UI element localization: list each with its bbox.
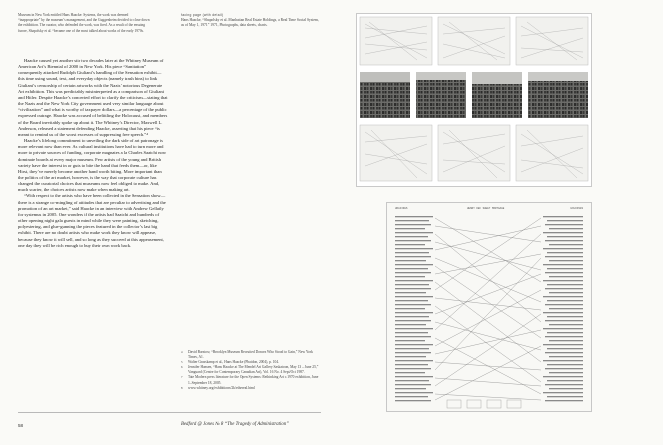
footnote: 5 Walter Grasskamp et al., Hans Haacke (Phaidon, 2004), p. 104. (181, 360, 280, 365)
running-title: Bedford @ Jones № 8 “The Tragedy of Administration” (181, 422, 289, 427)
sheet-header-left: HOLDINGS (395, 207, 408, 210)
data-sheet-panel (386, 202, 592, 412)
footer-rule (18, 412, 321, 413)
photo-grid-panel (356, 13, 592, 187)
page-number: 58 (18, 423, 24, 428)
footnotes (181, 350, 321, 391)
body-column (18, 58, 168, 249)
footnote: 6 Jennifer Hansen, “Hans Haacke at The Mendel Art Gallery Saskatoon, May 13 – June 25,” Vanguard (Centre for Contemporary Canadian Art), Vol. 16 No. 4 Sept/Oct 1987. (181, 365, 319, 375)
sheet-header-center: HENRY DEF SHEET MORTGAGE (467, 207, 505, 210)
caption-text: Hans Haacke, “Shapolsky et al. Manhattan Real Estate Holdings, a Real Time Social System, as of May 1, 1971” 1971, Photographs, data sheets, charts. (181, 18, 319, 28)
body-paragraph-3: “With respect to the artists who have been collected in the Sensation show—there is a strange co-mingling of attitudes that are peculiar to advertising and the promotion of an art market,” said Haacke in an interview with Andrew Gellatly for systemus in 2005. One wonders if the artists had Saatchi and hundreds of other opening night gala guests in mind while they were painting, sketching, polyestering, and glue-gunning the pieces featured in the collector’s last big exhibit. There are no doubt artists who make work they know will appease, because they know it will sell, and so long as they succeed at this appeasement, one day they will be rich enough to buy their own work back. (18, 193, 166, 248)
top-left-paragraph: Museum in New York entitled Hans Haacke: Systems, the work was deemed “inappropriate” by the museum’s management, and the Guggenheim decided to close down the exhibition. The curator, who defended the work, was fired. As a result of the ensuing furore, Shapolsky et al. “became one of the most talked about works of the early 1970s. (18, 13, 150, 33)
footnote: 4 David Barstow, “Brooklyn Museum Recruited Donors Who Stood to Gain,” New York Times, A1. (181, 350, 313, 360)
body-paragraph-1: Haacke caused yet another stir two decades later at the Whitney Museum of American Art’s Biennial of 2000 in New York. His piece “Sanitation” consequently attacked Rudolph Giuliani’s handling of the Sensation exhibit—this time using sound, text, and everyday objects (namely trash bins) to link Giuliani’s censorship of certain artworks with the Nazis’ notorious Degenerate Art exhibition. This was predictably misinterpreted as a comparison of Giuliani and Hitler. Despite Haacke’s concerted effort to clarify the criticism—stating that the Nazis and the New York City government used very similar language about “civilization” and what is worthy of taxpayer dollars—a percentage of the public expressed outrage. Haacke was accused of belittling the Holocaust, and members of the Board inevitably spoke up about it. The Whitney’s Director, Maxwell L. Anderson, released a statement defending Haacke, asserting that his piece “is meant to remind us of the worst excesses of suppressing free speech.”⁴ (18, 58, 168, 137)
image-caption (181, 13, 319, 29)
body-paragraph-2: Haacke’s lifelong commitment to unveiling the dark side of art patronage is more relevant now than ever. As cultural institutions have had to turn more and more to private sources of funding, corporate magnates a la Charles Saatchi now dominate boards at every major museum. Few artists of the young and British variety have the interest in or guts to bite the hand that feeds them—or, like Hirst, they’ve merely become another hand worth biting. More important than the politics of the art market, however, is the way that corporate culture has changed the curatorial choices that museums now feel obliged to make. And, much scarier, the choices artists now make when making art. (18, 138, 167, 193)
sheet-lines-art (387, 212, 591, 412)
photo-grid-art (357, 14, 591, 186)
footnote: 8 www.whitney.org/exhibitions/2k/ethereal.html (181, 385, 255, 390)
sheet-header-right: HOLDINGS (570, 207, 583, 210)
caption-label: facing page (with detail) (181, 13, 224, 17)
footnote: 7 Tate Modern press literature for the Open Systems: Rethinking Art c.1970 exhibition, June 1–September 18, 2005. (181, 375, 319, 385)
